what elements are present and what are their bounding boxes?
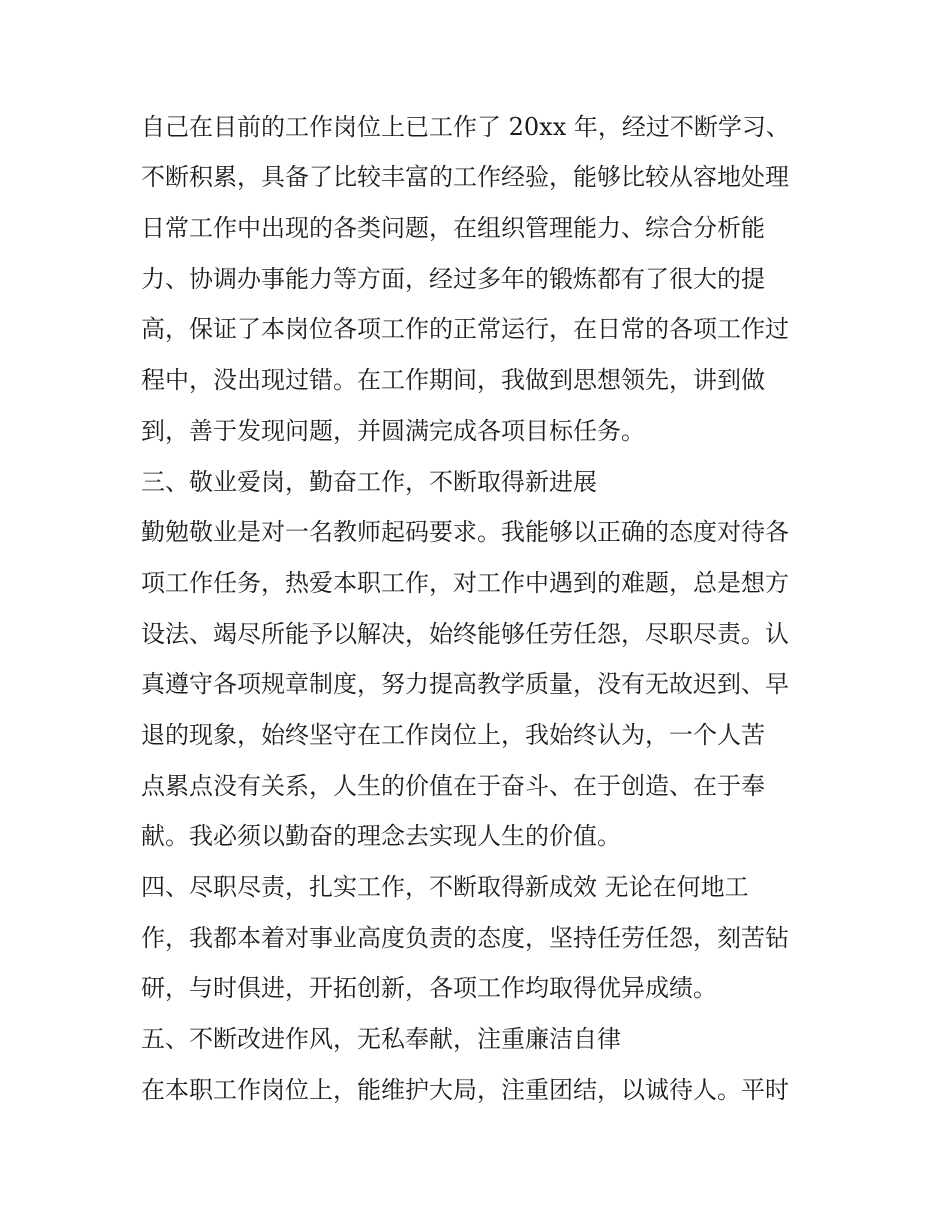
text-line: 研，与时俱进，开拓创新，各项工作均取得优异成绩。 — [141, 974, 717, 1002]
text-line: 不断积累，具备了比较丰富的工作经验，能够比较从容地处理 — [141, 163, 789, 191]
text-line: 真遵守各项规章制度，努力提高教学质量，没有无故迟到、早 — [141, 670, 789, 698]
text-line: 在本职工作岗位上，能维护大局，注重团结，以诚待人。平时 — [141, 1076, 789, 1104]
text-line: 力、协调办事能力等方面，经过多年的锻炼都有了很大的提 — [141, 265, 765, 293]
section-heading: 四、尽职尽责，扎实工作，不断取得新成效 无论在何地工 — [141, 873, 749, 901]
section-heading: 三、敬业爱岗，勤奋工作，不断取得新进展 — [141, 468, 597, 496]
text-line: 程中，没出现过错。在工作期间，我做到思想领先，讲到做 — [141, 366, 765, 394]
text-line: 项工作任务，热爱本职工作，对工作中遇到的难题，总是想方 — [141, 569, 789, 597]
text-line: 日常工作中出现的各类问题，在组织管理能力、综合分析能 — [141, 214, 765, 242]
text-line: 作，我都本着对事业高度负责的态度，坚持任劳任怨，刻苦钻 — [141, 924, 789, 952]
text-line: 勤勉敬业是对一名教师起码要求。我能够以正确的态度对待各 — [141, 518, 789, 546]
text-line: 点累点没有关系，人生的价值在于奋斗、在于创造、在于奉 — [141, 772, 765, 800]
text-line: 高，保证了本岗位各项工作的正常运行，在日常的各项工作过 — [141, 315, 789, 343]
text-line: 到，善于发现问题，并圆满完成各项目标任务。 — [141, 417, 645, 445]
section-heading: 五、不断改进作风，无私奉献，注重廉洁自律 — [141, 1025, 621, 1053]
text-line: 自己在目前的工作岗位上已工作了 20xx 年，经过不断学习、 — [141, 113, 790, 141]
text-line: 设法、竭尽所能予以解决，始终能够任劳任怨，尽职尽责。认 — [141, 620, 789, 648]
text-line: 退的现象，始终坚守在工作岗位上，我始终认为，一个人苦 — [141, 721, 765, 749]
text-line: 献。我必须以勤奋的理念去实现人生的价值。 — [141, 822, 621, 850]
